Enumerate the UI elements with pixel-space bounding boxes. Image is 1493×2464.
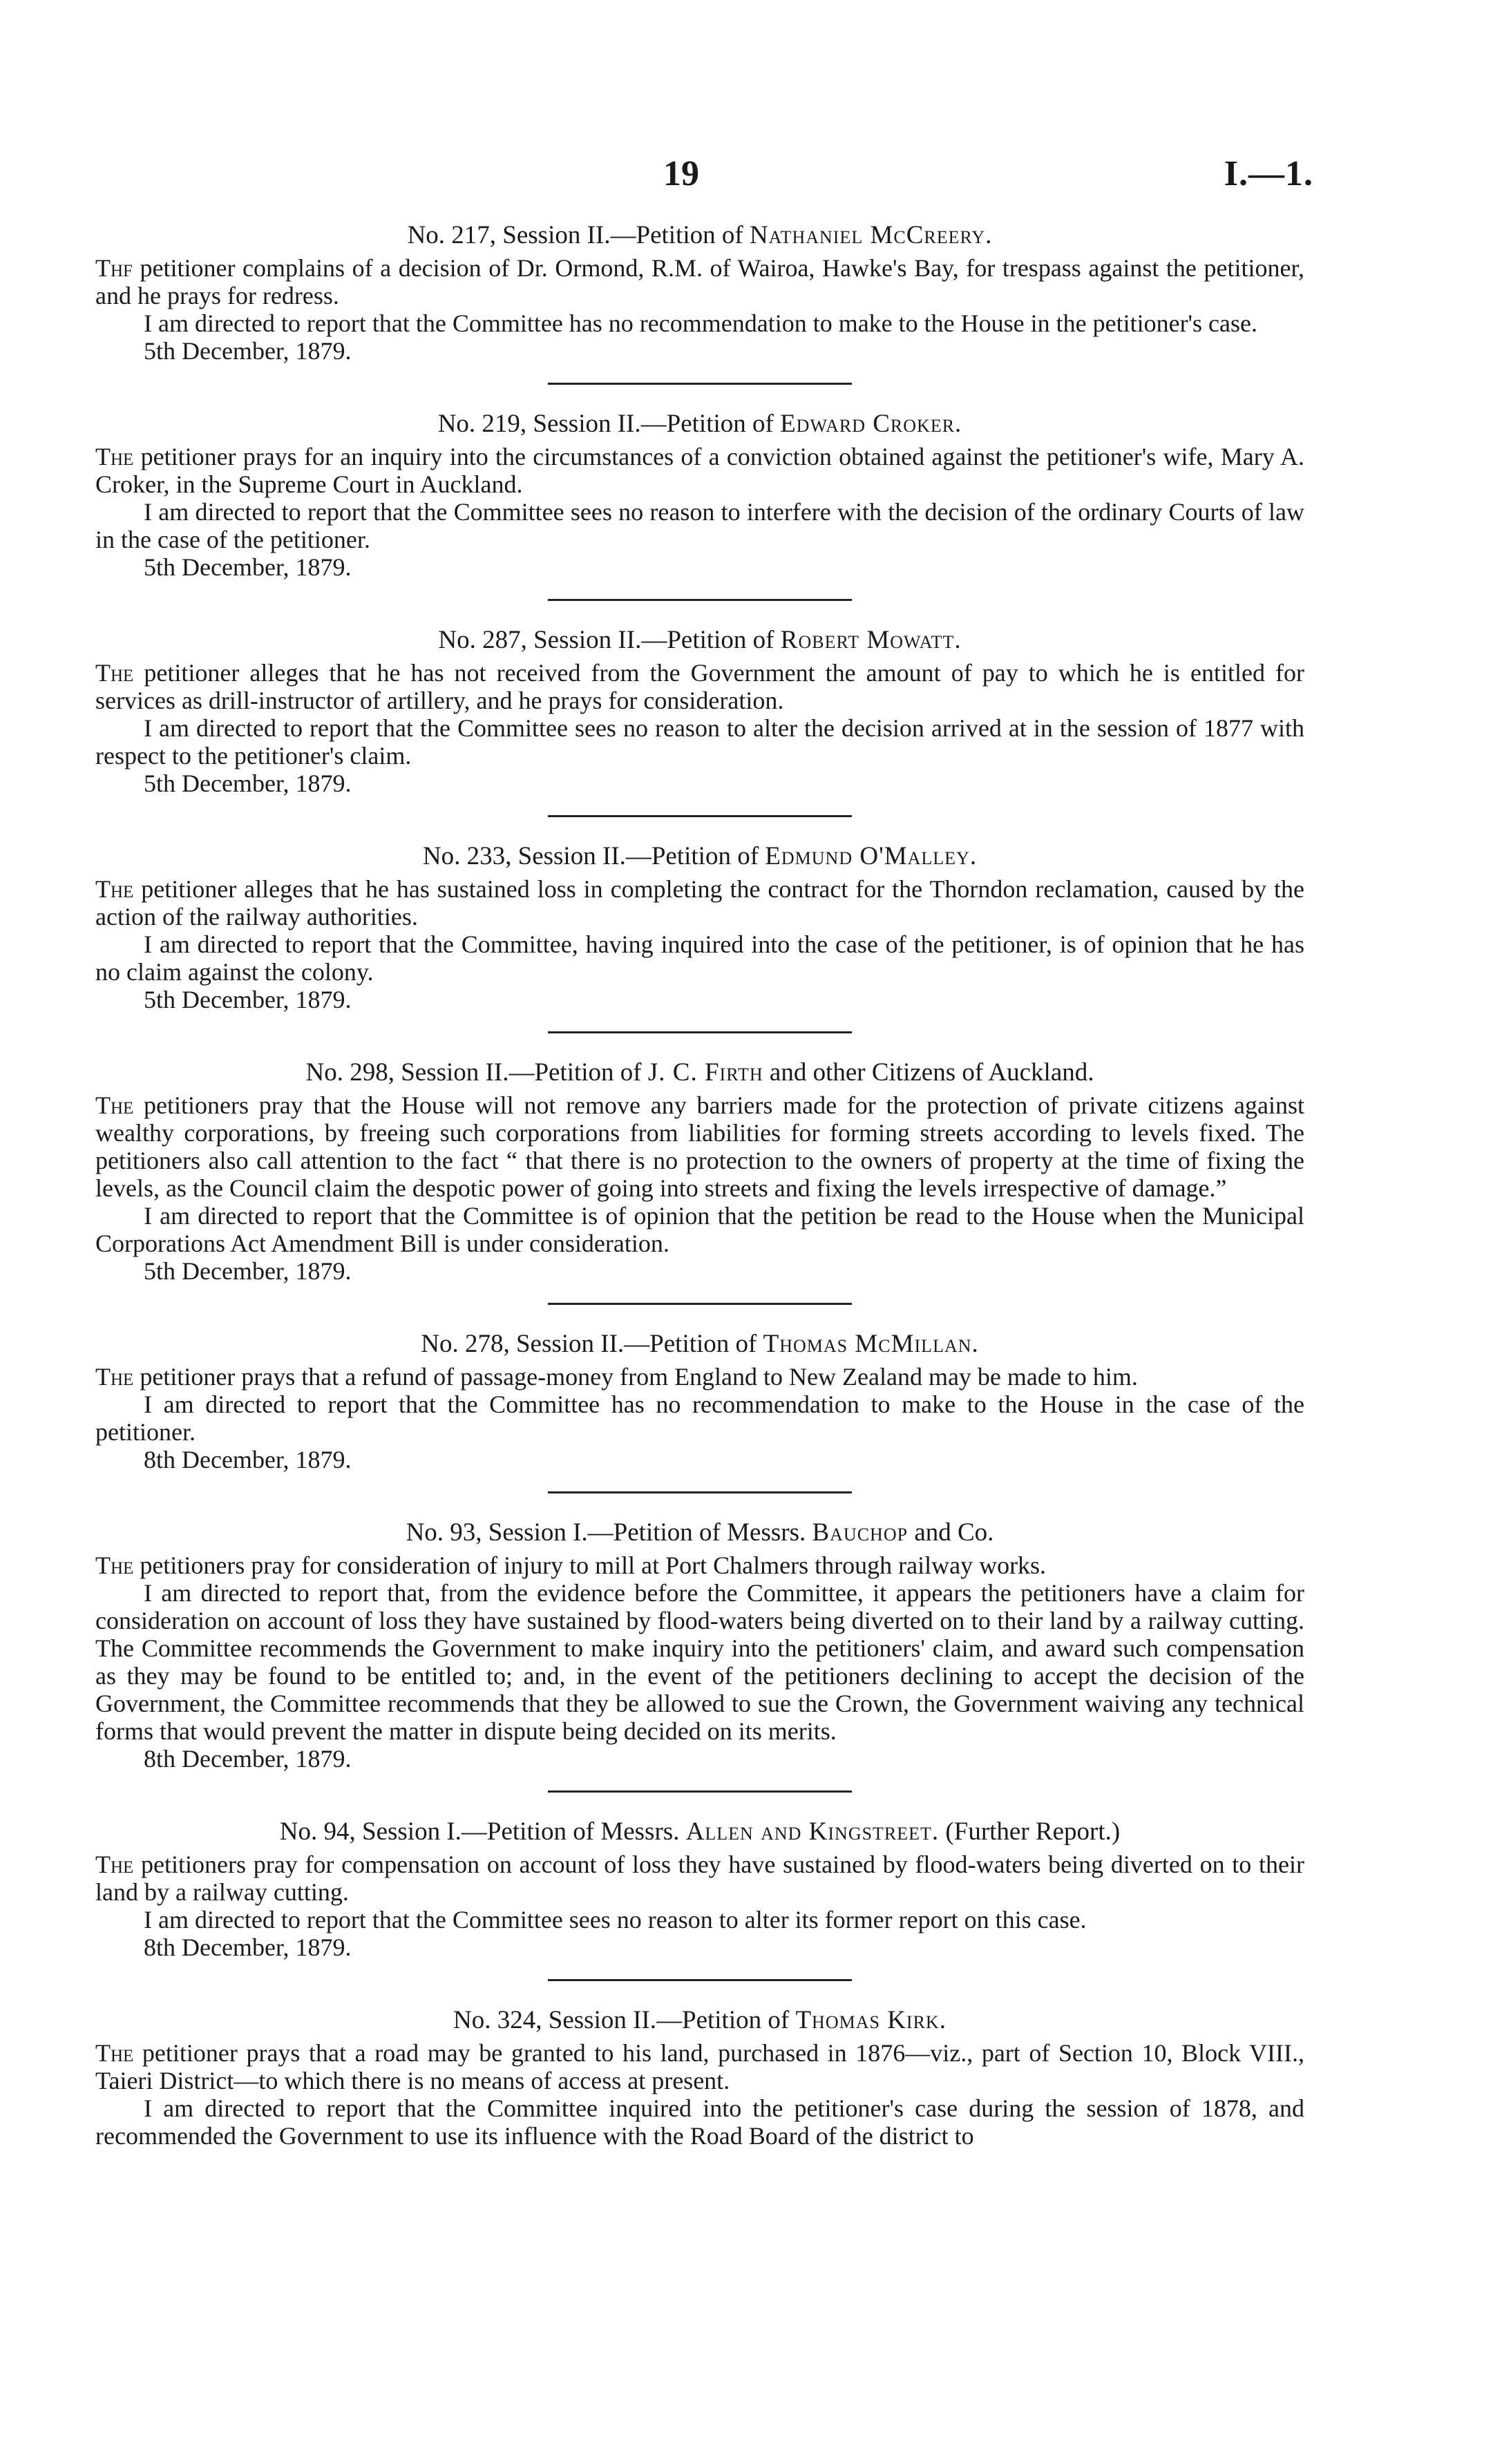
report-date: 5th December, 1879.	[144, 553, 352, 581]
body-text: petitioner alleges that he has not received from the Government the amount of pay to which he is entitled for services as drill-instructor of artillery, and he prays for consideration.	[95, 659, 1304, 714]
lead-word: Thf	[95, 254, 133, 282]
petitioner-name: Edward Croker.	[780, 410, 962, 438]
report-date: 8th December, 1879.	[144, 1446, 352, 1473]
page-number: 19	[663, 154, 699, 193]
petition-entry	[95, 2005, 1304, 2150]
lead-word: The	[95, 443, 134, 470]
petitioner-name: Bauchop	[812, 1518, 909, 1547]
section-divider	[548, 599, 852, 601]
body-text: petitioner prays that a road may be granted to his land, purchased in 1876—viz., part of Section 10, Block VIII., Taieri District—to which there is no means of access at present.	[95, 2039, 1304, 2094]
petition-body	[95, 1551, 1304, 1579]
petition-heading	[95, 2005, 1304, 2036]
body-text: petitioner prays that a refund of passage-money from England to New Zealand may be made to him.	[133, 1363, 1138, 1391]
body-text: petitioners pray for consideration of injury to mill at Port Chalmers through railway works.	[133, 1551, 1047, 1579]
lead-word: The	[95, 875, 134, 903]
body-text: petitioner prays for an inquiry into the circumstances of a conviction obtained against the petitioner's wife, Mary A. Croker, in the Supreme Court in Auckland.	[95, 443, 1304, 498]
petition-heading	[95, 1328, 1304, 1360]
heading-suffix: (Further Report.)	[939, 1817, 1121, 1846]
heading-prefix: No. 93, Session I.—Petition of Messrs.	[406, 1518, 812, 1547]
committee-report: I am directed to report that the Committee has no recommendation to make to the House in the case of the petitioner.	[95, 1391, 1304, 1446]
report-date: 5th December, 1879.	[144, 986, 352, 1013]
body-text: petitioner alleges that he has sustained loss in completing the contract for the Thorndon reclamation, caused by the action of the railway authorities.	[95, 875, 1304, 930]
petition-body	[95, 254, 1304, 309]
petition-body	[95, 1091, 1304, 1202]
petition-heading	[95, 1816, 1304, 1848]
report-date: 8th December, 1879.	[144, 1933, 352, 1961]
petition-entry	[95, 1328, 1304, 1493]
page-reference: I.—1.	[1224, 154, 1313, 193]
section-divider	[548, 1031, 852, 1033]
lead-word: The	[95, 2039, 134, 2067]
section-divider	[548, 1979, 852, 1981]
petition-heading	[95, 841, 1304, 872]
report-date: 5th December, 1879.	[144, 337, 352, 365]
committee-report: I am directed to report that the Committee is of opinion that the petition be read to the House when the Municipal Corporations Act Amendment Bill is under consideration.	[95, 1202, 1304, 1257]
petition-entry	[95, 1057, 1304, 1305]
lead-word: The	[95, 1091, 134, 1119]
body-text: petitioner complains of a decision of Dr. Ormond, R.M. of Wairoa, Hawke's Bay, for trespass against the petitioner, and he prays for redress.	[95, 254, 1304, 309]
petition-body	[95, 875, 1304, 930]
heading-prefix: No. 287, Session II.—Petition of	[438, 626, 781, 654]
section-divider	[548, 1790, 852, 1793]
petition-heading	[95, 1517, 1304, 1549]
petition-entry	[95, 1517, 1304, 1793]
petition-entry	[95, 841, 1304, 1033]
report-date: 8th December, 1879.	[144, 1745, 352, 1773]
lead-word: The	[95, 1851, 134, 1878]
committee-report: I am directed to report that the Committee inquired into the petitioner's case during the session of 1878, and recommended the Government to use its influence with the Road Board of the district to	[95, 2094, 1304, 2150]
petition-entry	[95, 408, 1304, 601]
page-header	[0, 153, 1493, 202]
petition-entry	[95, 624, 1304, 817]
petition-entry	[95, 1816, 1304, 1981]
report-date: 5th December, 1879.	[144, 770, 352, 797]
petition-body	[95, 659, 1304, 714]
lead-word: The	[95, 1363, 134, 1391]
petitioner-name: Edmund O'Malley.	[765, 842, 978, 870]
committee-report: I am directed to report that, from the evidence before the Committee, it appears the petitioners have a claim for consideration on account of loss they have sustained by flood-waters being diverted on to their land by a railway cutting. The Committee recommends the Government to make inquiry into the petitioners' claim, and award such compensation as they may be found to be entitled to; and, in the event of the petitioners declining to accept the decision of the Government, the Committee recommends that they be allowed to sue the Crown, the Government waiving any technical forms that would prevent the matter in dispute being decided on its merits.	[95, 1579, 1304, 1745]
petition-heading	[95, 1057, 1304, 1089]
petitioner-name: Thomas Kirk.	[795, 2006, 947, 2034]
heading-suffix: and other Citizens of Auckland.	[763, 1058, 1094, 1087]
petition-heading	[95, 624, 1304, 656]
heading-prefix: No. 278, Session II.—Petition of	[421, 1330, 763, 1358]
section-divider	[548, 1303, 852, 1305]
section-divider	[548, 383, 852, 385]
body-text: petitioners pray that the House will not remove any barriers made for the protection of private citizens against wealthy corporations, by freeing such corporations from liabilities for forming streets according to levels fixed. The petitioners also call attention to the fact “ that there is no protection to the owners of property at the time of fixing the levels, as the Council claim the despotic power of going into streets and fixing the levels irrespective of damage.”	[95, 1091, 1304, 1202]
heading-prefix: No. 324, Session II.—Petition of	[453, 2006, 796, 2034]
committee-report: I am directed to report that the Committee sees no reason to interfere with the decision of the ordinary Courts of law in the case of the petitioner.	[95, 498, 1304, 553]
section-divider	[548, 815, 852, 817]
committee-report: I am directed to report that the Committee sees no reason to alter the decision arrived at in the session of 1877 with respect to the petitioner's claim.	[95, 714, 1304, 770]
petition-heading	[95, 408, 1304, 440]
heading-prefix: No. 217, Session II.—Petition of	[407, 221, 750, 249]
report-date: 5th December, 1879.	[144, 1257, 352, 1285]
petitioner-name: J. C. Firth	[647, 1058, 763, 1087]
body-text: petitioners pray for compensation on account of loss they have sustained by flood-waters being diverted on to their land by a railway cutting.	[95, 1851, 1304, 1906]
petition-entry	[95, 220, 1304, 385]
lead-word: The	[95, 1551, 134, 1579]
petition-body	[95, 443, 1304, 498]
heading-prefix: No. 298, Session II.—Petition of	[305, 1058, 648, 1087]
petitioner-name: Nathaniel McCreery.	[749, 221, 993, 249]
heading-suffix: and Co.	[908, 1518, 994, 1547]
petitioner-name: Thomas McMillan.	[763, 1330, 979, 1358]
lead-word: The	[95, 659, 134, 687]
committee-report: I am directed to report that the Committee sees no reason to alter its former report on this case.	[144, 1906, 1087, 1933]
heading-prefix: No. 233, Session II.—Petition of	[422, 842, 765, 870]
petitions-list	[95, 220, 1304, 2150]
committee-report: I am directed to report that the Committee, having inquired into the case of the petitioner, is of opinion that he has no claim against the colony.	[95, 930, 1304, 986]
section-divider	[548, 1491, 852, 1493]
petition-body	[95, 1363, 1304, 1391]
petitioner-name: Robert Mowatt.	[780, 626, 962, 654]
heading-prefix: No. 94, Session I.—Petition of Messrs.	[279, 1817, 686, 1846]
petition-heading	[95, 220, 1304, 251]
petition-body	[95, 2039, 1304, 2094]
petition-body	[95, 1851, 1304, 1906]
committee-report: I am directed to report that the Committee has no recommendation to make to the House in the petitioner's case.	[144, 309, 1258, 337]
petitioner-name: Allen and Kingstreet.	[685, 1817, 940, 1846]
heading-prefix: No. 219, Session II.—Petition of	[437, 410, 781, 438]
